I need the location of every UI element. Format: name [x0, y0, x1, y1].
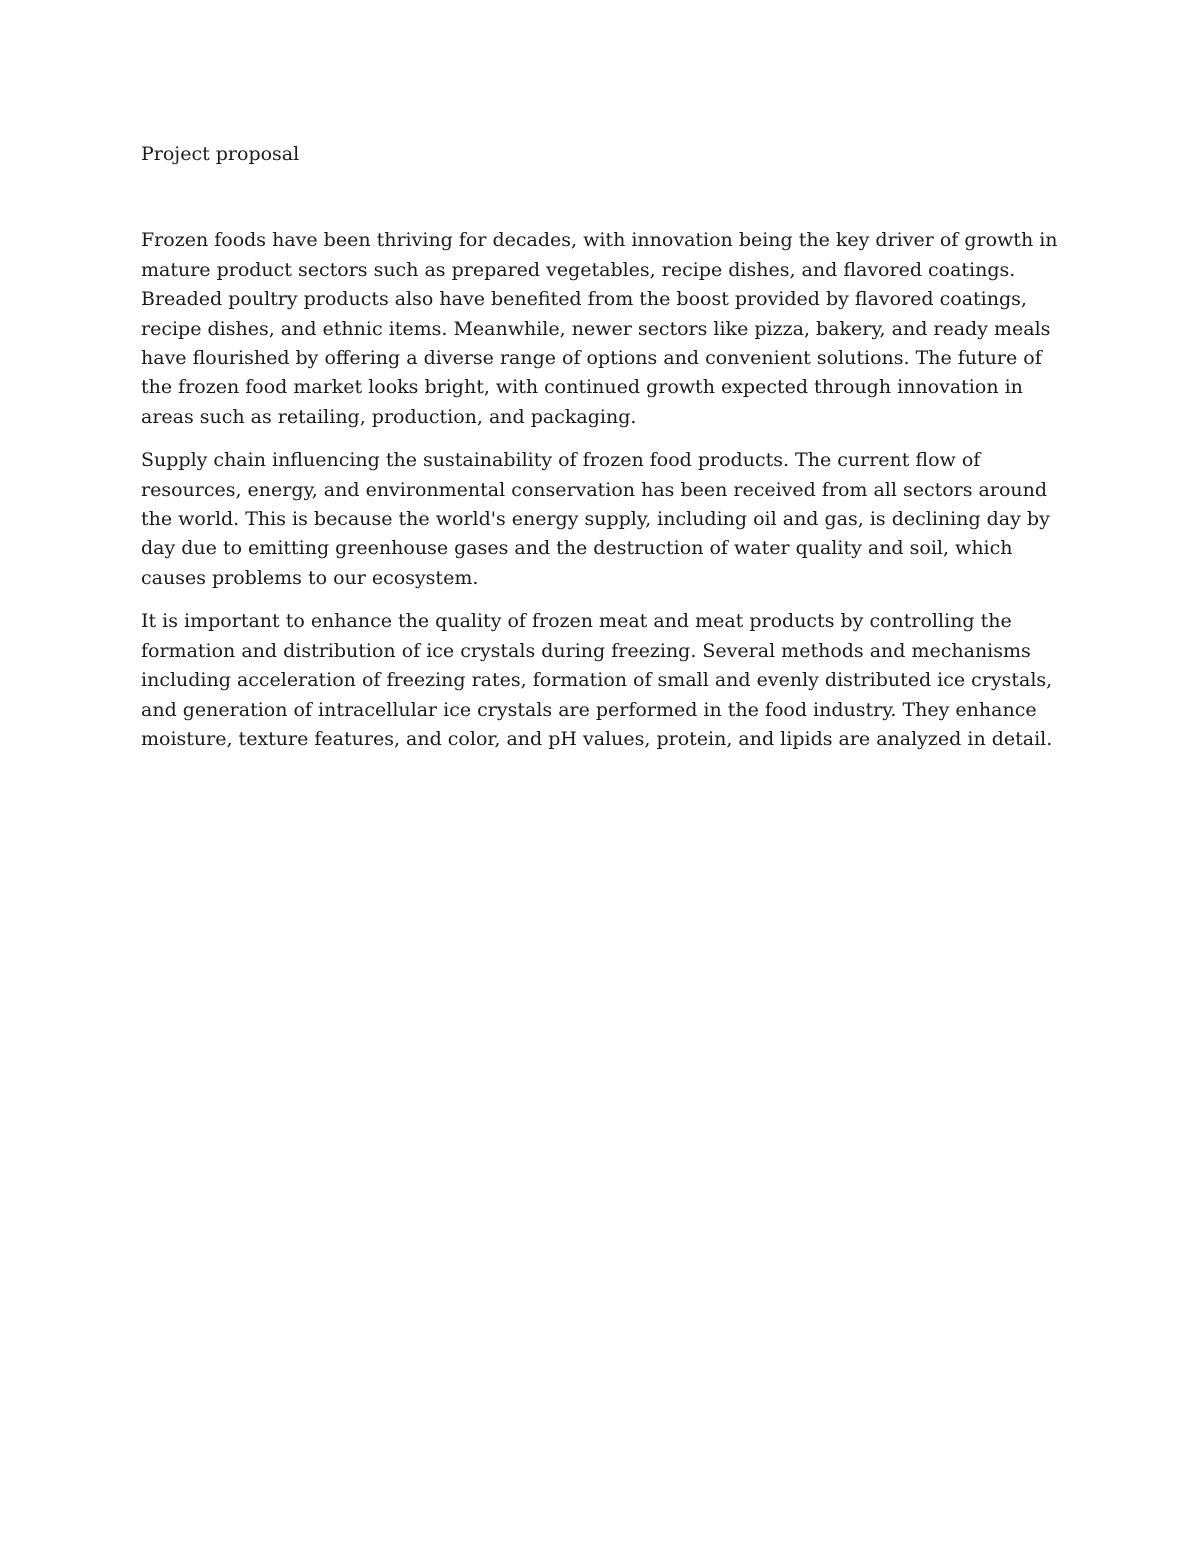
paragraph-supply-chain-sustainability: Supply chain influencing the sustainability of frozen food products. The current flow of resources, energy, and environmental conservation has been received from all sectors around the world. This is because the world's energy supply, including oil and gas, is declining day by day due to emitting greenhouse gases and the destruction of water quality and soil, which causes problems to our ecosystem.: [141, 449, 1050, 589]
paragraph-frozen-foods-growth: Frozen foods have been thriving for decades, with innovation being the key driver of growth in mature product sectors such as prepared vegetables, recipe dishes, and flavored coatings. Breaded poultry products also have benefited from the boost provided by flavored coatings, recipe dishes, and ethnic items. Meanwhile, newer sectors like pizza, bakery, and ready meals have flourished by offering a diverse range of options and convenient solutions. The future of the frozen food market looks bright, with continued growth expected through innovation in areas such as retailing, production, and packaging.: [141, 229, 1058, 428]
document-body: [141, 140, 1066, 768]
document-title: Project proposal: [141, 143, 300, 165]
paragraph-ice-crystal-quality: It is important to enhance the quality of frozen meat and meat products by controlling the formation and distribution of ice crystals during freezing. Several methods and mechanisms including acceleration of freezing rates, formation of small and evenly distributed ice crystals, and generation of intracellular ice crystals are performed in the food industry. They enhance moisture, texture features, and color, and pH values, protein, and lipids are analyzed in detail.: [141, 610, 1053, 750]
